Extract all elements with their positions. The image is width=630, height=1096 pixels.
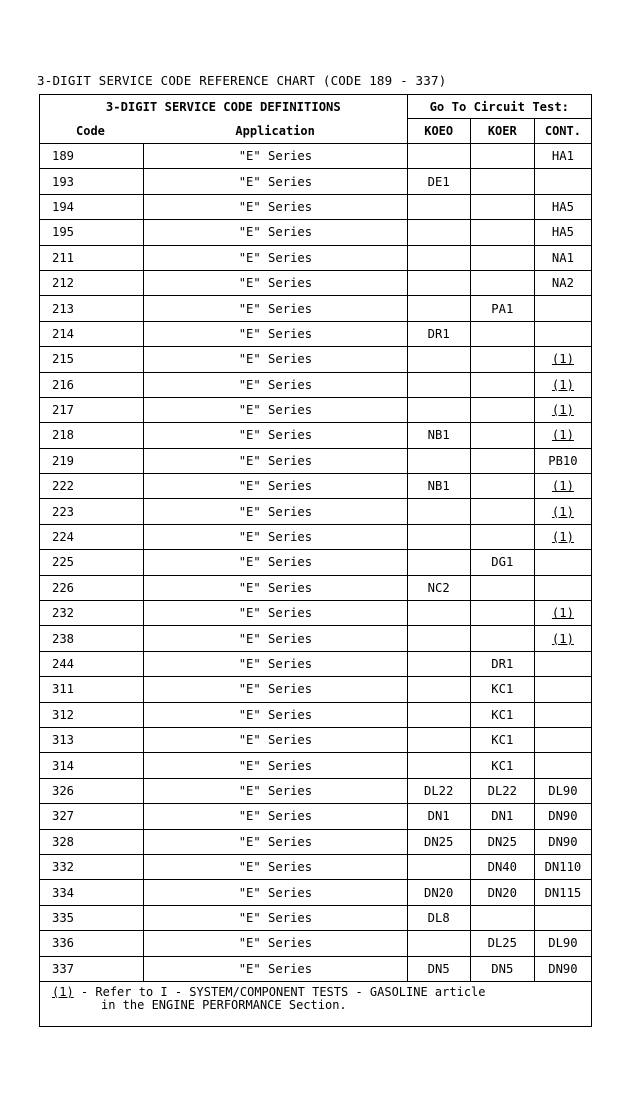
table-row <box>40 829 592 854</box>
application-cell: "E" Series <box>144 575 407 600</box>
koeo-cell <box>407 601 470 626</box>
koer-cell: DL25 <box>470 931 534 956</box>
code-cell: 337 <box>40 956 144 981</box>
application-cell: "E" Series <box>144 194 407 219</box>
koeo-cell: NC2 <box>407 575 470 600</box>
application-cell: "E" Series <box>144 448 407 473</box>
application-cell: "E" Series <box>144 372 407 397</box>
application-cell: "E" Series <box>144 245 407 270</box>
cont-cell <box>534 524 591 549</box>
code-cell: 238 <box>40 626 144 651</box>
table-row <box>40 753 592 778</box>
code-cell: 223 <box>40 499 144 524</box>
table-row <box>40 880 592 905</box>
koer-cell <box>470 448 534 473</box>
koer-cell <box>470 144 534 169</box>
cont-cell: DL90 <box>534 778 591 803</box>
code-cell: 217 <box>40 397 144 422</box>
application-cell: "E" Series <box>144 601 407 626</box>
application-cell: "E" Series <box>144 144 407 169</box>
koeo-cell <box>407 854 470 879</box>
table-row <box>40 524 592 549</box>
koer-cell <box>470 194 534 219</box>
code-cell: 213 <box>40 296 144 321</box>
code-cell: 195 <box>40 220 144 245</box>
footnote-row <box>40 981 592 1026</box>
koeo-cell <box>407 499 470 524</box>
koeo-cell <box>407 270 470 295</box>
table-row <box>40 270 592 295</box>
application-cell: "E" Series <box>144 677 407 702</box>
code-cell: 219 <box>40 448 144 473</box>
footnote-line2: in the ENGINE PERFORMANCE Section. <box>101 997 347 1012</box>
application-cell: "E" Series <box>144 956 407 981</box>
cont-cell: DN90 <box>534 956 591 981</box>
koer-cell: DN40 <box>470 854 534 879</box>
table-row <box>40 144 592 169</box>
koer-cell: DL22 <box>470 778 534 803</box>
cont-cell: DN90 <box>534 829 591 854</box>
koer-cell <box>470 905 534 930</box>
cont-column-header: CONT. <box>534 119 591 144</box>
footnote <box>40 981 592 1026</box>
service-code-table <box>39 94 592 1027</box>
koer-cell <box>470 270 534 295</box>
application-cell: "E" Series <box>144 702 407 727</box>
code-cell: 244 <box>40 651 144 676</box>
application-column-header: Application <box>144 119 407 144</box>
application-cell: "E" Series <box>144 550 407 575</box>
koer-cell: DN20 <box>470 880 534 905</box>
cont-cell: PB10 <box>534 448 591 473</box>
cont-cell <box>534 702 591 727</box>
table-row <box>40 727 592 752</box>
code-cell: 327 <box>40 804 144 829</box>
koeo-cell <box>407 753 470 778</box>
application-cell: "E" Series <box>144 423 407 448</box>
koeo-cell: DN1 <box>407 804 470 829</box>
table-row <box>40 651 592 676</box>
koeo-cell: DN20 <box>407 880 470 905</box>
footnote-ref-link[interactable]: (1) <box>551 377 574 392</box>
table-row <box>40 220 592 245</box>
koer-cell <box>470 397 534 422</box>
application-cell: "E" Series <box>144 270 407 295</box>
koeo-cell: DR1 <box>407 321 470 346</box>
cont-cell <box>534 626 591 651</box>
application-cell: "E" Series <box>144 854 407 879</box>
definitions-header: 3-DIGIT SERVICE CODE DEFINITIONS <box>40 95 408 119</box>
koeo-cell <box>407 448 470 473</box>
code-cell: 212 <box>40 270 144 295</box>
table-row <box>40 550 592 575</box>
header-row-top <box>40 95 592 119</box>
code-cell: 332 <box>40 854 144 879</box>
koeo-cell <box>407 347 470 372</box>
table-row <box>40 905 592 930</box>
table-row <box>40 347 592 372</box>
footnote-ref: (1) <box>52 984 74 999</box>
koeo-cell <box>407 220 470 245</box>
table-row <box>40 372 592 397</box>
cont-cell <box>534 550 591 575</box>
application-cell: "E" Series <box>144 905 407 930</box>
koeo-cell: DN25 <box>407 829 470 854</box>
table-row <box>40 931 592 956</box>
koeo-cell <box>407 194 470 219</box>
chart-title: 3-DIGIT SERVICE CODE REFERENCE CHART (CODE 189 - 337) <box>37 73 447 88</box>
table-row <box>40 296 592 321</box>
code-cell: 214 <box>40 321 144 346</box>
table-row <box>40 169 592 194</box>
koer-cell <box>470 220 534 245</box>
cont-cell <box>534 499 591 524</box>
koeo-cell: NB1 <box>407 423 470 448</box>
footnote-ref-link[interactable]: (1) <box>551 479 574 494</box>
koer-cell: PA1 <box>470 296 534 321</box>
koeo-cell: DL8 <box>407 905 470 930</box>
koeo-cell: DL22 <box>407 778 470 803</box>
koeo-cell <box>407 677 470 702</box>
koeo-cell <box>407 524 470 549</box>
footnote-ref-link[interactable]: (1) <box>551 631 574 646</box>
footnote-ref-link[interactable]: (1) <box>551 530 574 545</box>
koer-cell: DG1 <box>470 550 534 575</box>
cont-cell <box>534 474 591 499</box>
koeo-cell <box>407 702 470 727</box>
cont-cell <box>534 423 591 448</box>
footnote-ref-link[interactable]: (1) <box>551 428 574 443</box>
footnote-ref-link[interactable]: (1) <box>551 352 574 367</box>
koer-cell: DN25 <box>470 829 534 854</box>
table-row <box>40 194 592 219</box>
koer-cell: DN1 <box>470 804 534 829</box>
code-cell: 314 <box>40 753 144 778</box>
koer-cell <box>470 423 534 448</box>
koeo-cell <box>407 296 470 321</box>
table-row <box>40 575 592 600</box>
koeo-cell: DN5 <box>407 956 470 981</box>
application-cell: "E" Series <box>144 931 407 956</box>
code-cell: 211 <box>40 245 144 270</box>
code-cell: 311 <box>40 677 144 702</box>
koer-cell <box>470 499 534 524</box>
code-cell: 226 <box>40 575 144 600</box>
cont-cell <box>534 372 591 397</box>
code-cell: 218 <box>40 423 144 448</box>
code-cell: 193 <box>40 169 144 194</box>
code-cell: 194 <box>40 194 144 219</box>
koer-cell <box>470 626 534 651</box>
code-cell: 313 <box>40 727 144 752</box>
cont-cell: NA2 <box>534 270 591 295</box>
cont-cell <box>534 347 591 372</box>
table-row <box>40 423 592 448</box>
koeo-cell <box>407 931 470 956</box>
koer-cell: KC1 <box>470 727 534 752</box>
code-cell: 222 <box>40 474 144 499</box>
application-cell: "E" Series <box>144 347 407 372</box>
application-cell: "E" Series <box>144 499 407 524</box>
code-cell: 336 <box>40 931 144 956</box>
code-cell: 225 <box>40 550 144 575</box>
footnote-ref-link[interactable]: (1) <box>551 403 574 418</box>
application-cell: "E" Series <box>144 397 407 422</box>
application-cell: "E" Series <box>144 220 407 245</box>
code-column-header: Code <box>40 119 144 144</box>
koer-cell <box>470 245 534 270</box>
cont-cell: NA1 <box>534 245 591 270</box>
koer-cell: KC1 <box>470 753 534 778</box>
application-cell: "E" Series <box>144 880 407 905</box>
application-cell: "E" Series <box>144 296 407 321</box>
cont-cell <box>534 321 591 346</box>
code-cell: 189 <box>40 144 144 169</box>
koeo-cell: DE1 <box>407 169 470 194</box>
koer-cell <box>470 321 534 346</box>
cont-cell <box>534 397 591 422</box>
code-cell: 224 <box>40 524 144 549</box>
cont-cell: DL90 <box>534 931 591 956</box>
koer-cell: DR1 <box>470 651 534 676</box>
koer-column-header: KOER <box>470 119 534 144</box>
koeo-cell <box>407 651 470 676</box>
koer-cell: DN5 <box>470 956 534 981</box>
koeo-cell <box>407 245 470 270</box>
cont-cell <box>534 905 591 930</box>
cont-cell <box>534 651 591 676</box>
cont-cell: HA5 <box>534 220 591 245</box>
table-row <box>40 778 592 803</box>
koeo-cell <box>407 727 470 752</box>
koeo-column-header: KOEO <box>407 119 470 144</box>
code-cell: 326 <box>40 778 144 803</box>
cont-cell <box>534 169 591 194</box>
koeo-cell: NB1 <box>407 474 470 499</box>
koer-cell <box>470 601 534 626</box>
cont-cell: DN110 <box>534 854 591 879</box>
code-cell: 328 <box>40 829 144 854</box>
cont-cell: DN90 <box>534 804 591 829</box>
code-cell: 232 <box>40 601 144 626</box>
cont-cell <box>534 753 591 778</box>
table-row <box>40 474 592 499</box>
application-cell: "E" Series <box>144 626 407 651</box>
table-row <box>40 601 592 626</box>
koer-cell <box>470 474 534 499</box>
footnote-ref-link[interactable]: (1) <box>551 606 574 621</box>
table-row <box>40 677 592 702</box>
koer-cell: KC1 <box>470 702 534 727</box>
table-row <box>40 245 592 270</box>
application-cell: "E" Series <box>144 753 407 778</box>
application-cell: "E" Series <box>144 321 407 346</box>
application-cell: "E" Series <box>144 778 407 803</box>
koeo-cell <box>407 550 470 575</box>
koer-cell <box>470 169 534 194</box>
application-cell: "E" Series <box>144 524 407 549</box>
koer-cell <box>470 575 534 600</box>
table-row <box>40 854 592 879</box>
cont-cell <box>534 575 591 600</box>
application-cell: "E" Series <box>144 169 407 194</box>
table-row <box>40 804 592 829</box>
cont-cell: HA5 <box>534 194 591 219</box>
code-cell: 215 <box>40 347 144 372</box>
table-row <box>40 397 592 422</box>
koer-cell: KC1 <box>470 677 534 702</box>
table-row <box>40 702 592 727</box>
code-cell: 312 <box>40 702 144 727</box>
koer-cell <box>470 372 534 397</box>
table-row <box>40 626 592 651</box>
cont-cell: DN115 <box>534 880 591 905</box>
application-cell: "E" Series <box>144 651 407 676</box>
application-cell: "E" Series <box>144 474 407 499</box>
application-cell: "E" Series <box>144 727 407 752</box>
koeo-cell <box>407 144 470 169</box>
koer-cell <box>470 524 534 549</box>
code-cell: 334 <box>40 880 144 905</box>
code-cell: 335 <box>40 905 144 930</box>
koeo-cell <box>407 397 470 422</box>
table-row <box>40 956 592 981</box>
table-row <box>40 499 592 524</box>
footnote-ref-link[interactable]: (1) <box>551 504 574 519</box>
code-cell: 216 <box>40 372 144 397</box>
cont-cell <box>534 677 591 702</box>
application-cell: "E" Series <box>144 829 407 854</box>
koer-cell <box>470 347 534 372</box>
table-row <box>40 321 592 346</box>
table-row <box>40 448 592 473</box>
cont-cell <box>534 601 591 626</box>
cont-cell: HA1 <box>534 144 591 169</box>
goto-circuit-header: Go To Circuit Test: <box>407 95 591 119</box>
koeo-cell <box>407 372 470 397</box>
footnote-line1: - Refer to I - SYSTEM/COMPONENT TESTS - GASOLINE article <box>80 984 486 999</box>
header-row-columns <box>40 119 592 144</box>
application-cell: "E" Series <box>144 804 407 829</box>
cont-cell <box>534 296 591 321</box>
cont-cell <box>534 727 591 752</box>
koeo-cell <box>407 626 470 651</box>
